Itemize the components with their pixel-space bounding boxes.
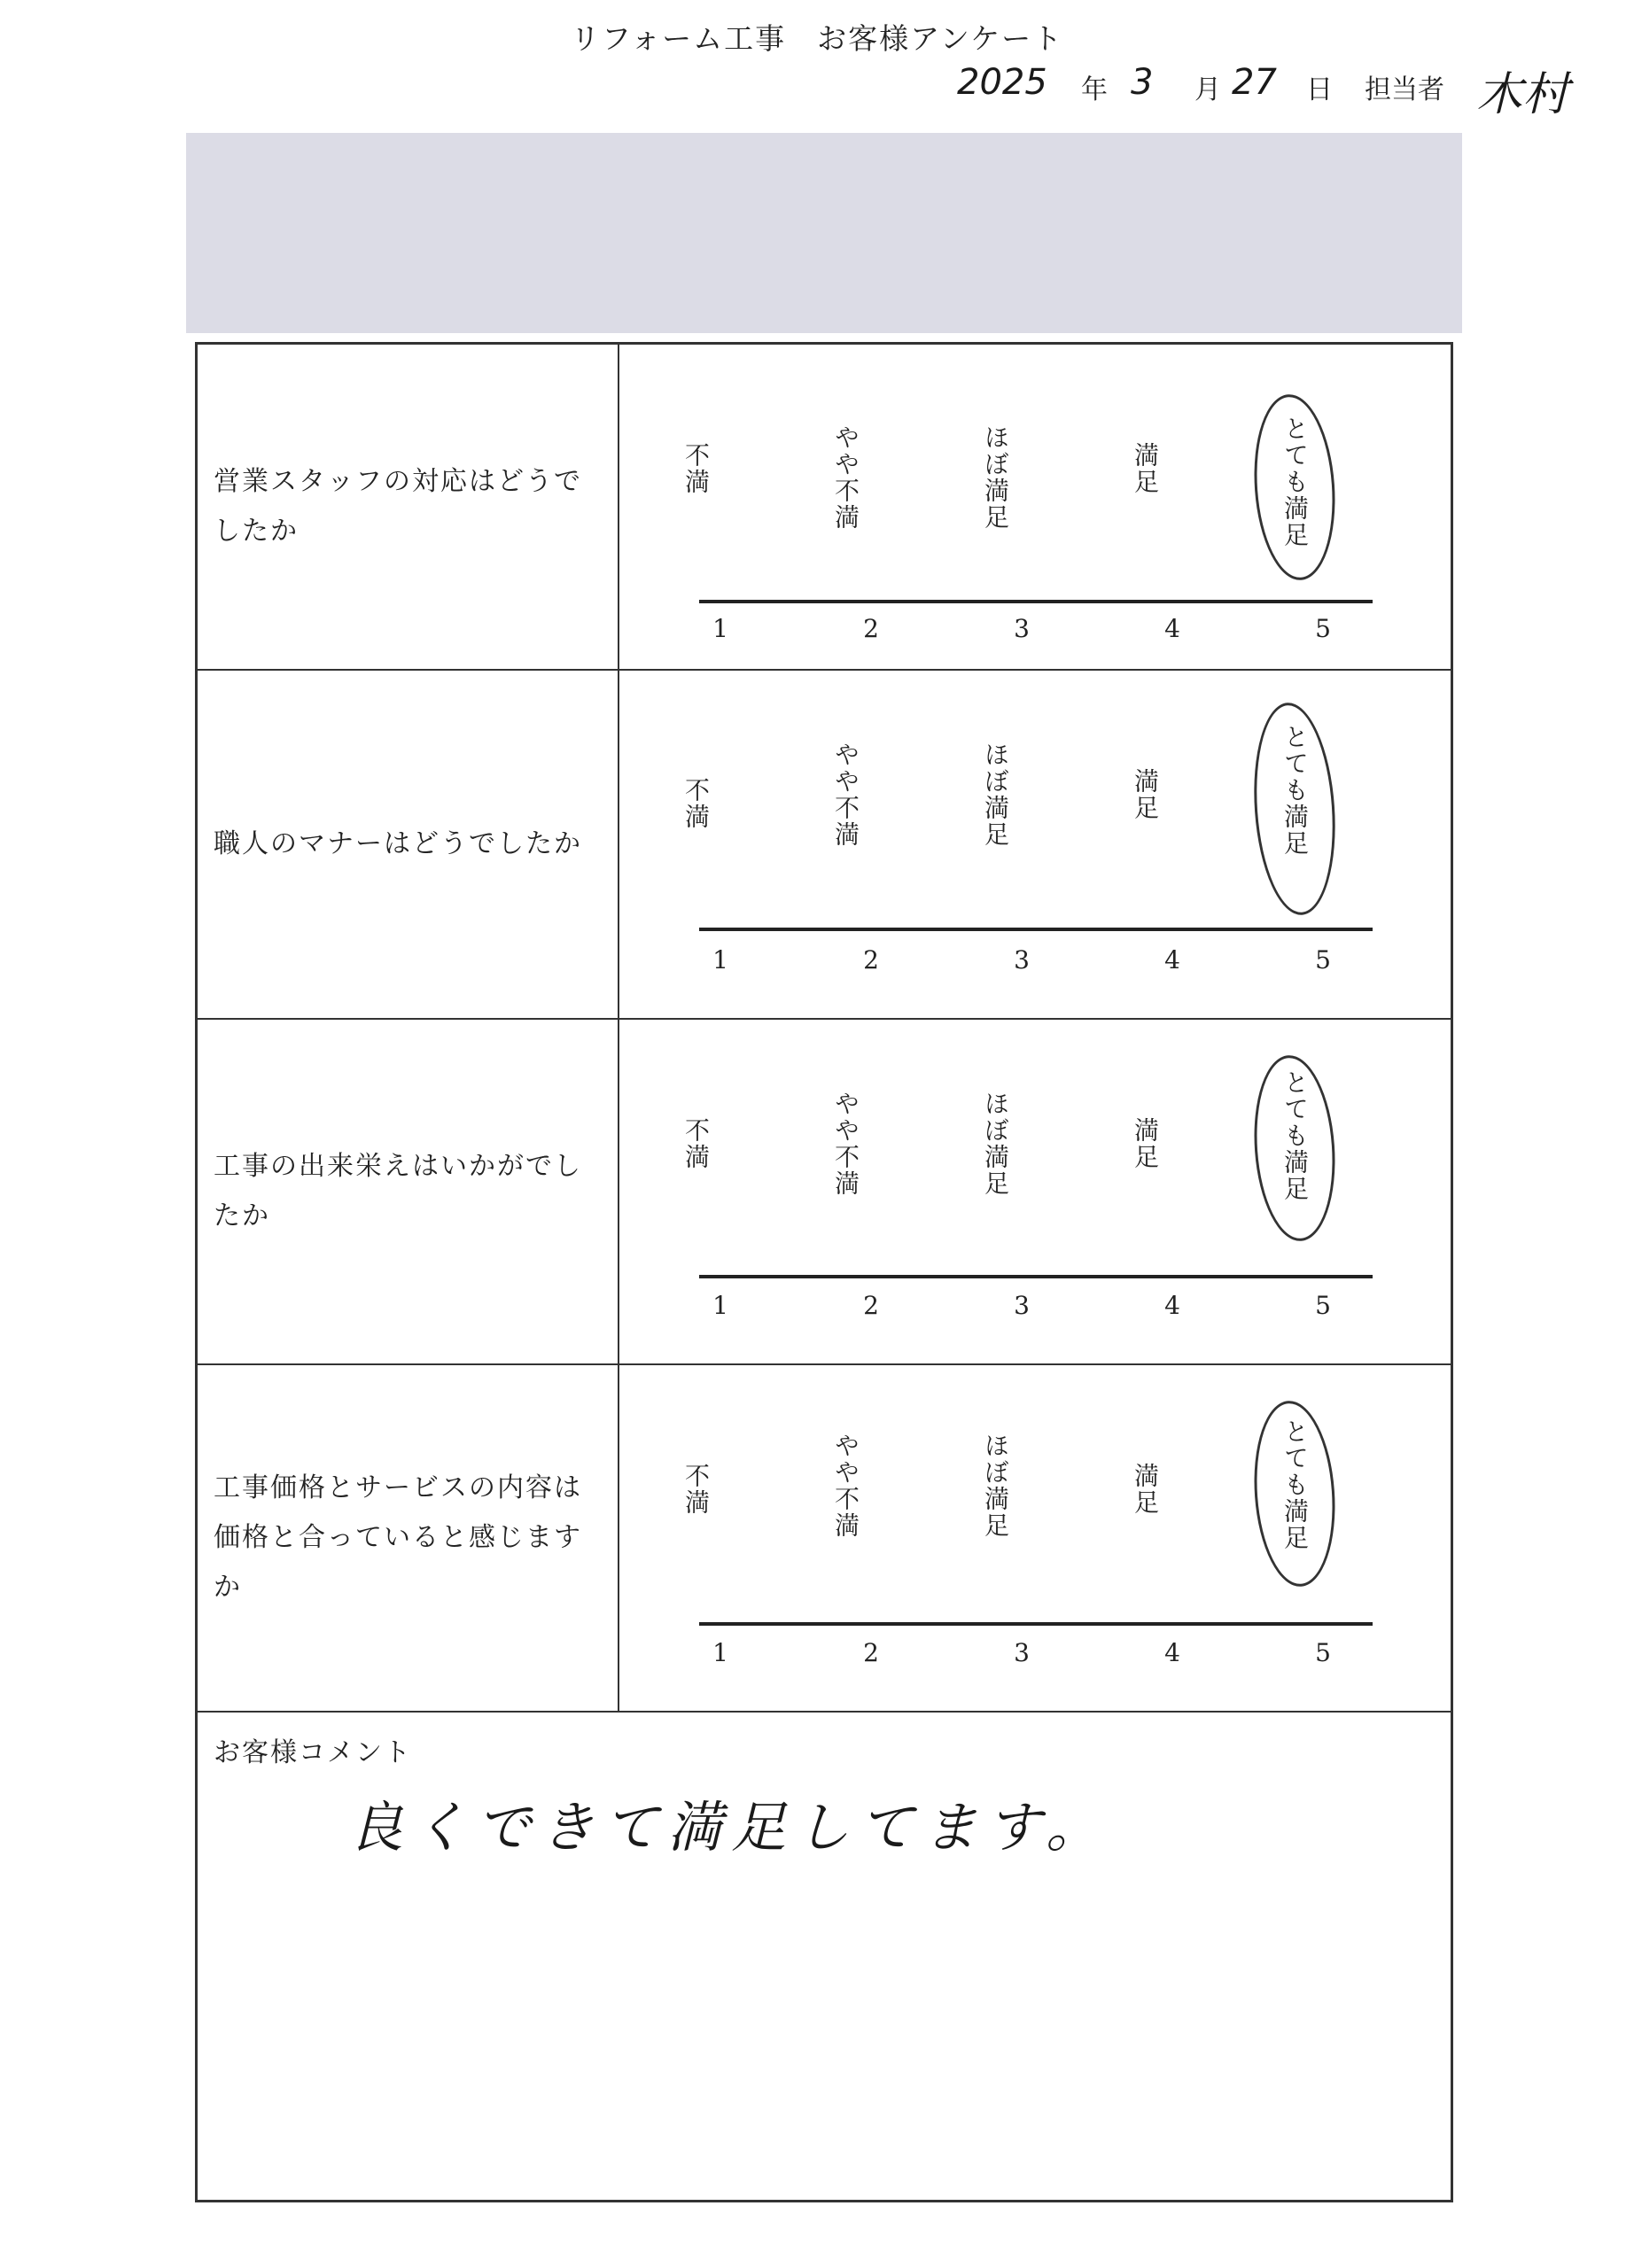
question-row <box>198 345 1451 671</box>
rating-scale <box>619 1365 1451 1711</box>
scale-label-5: とても満足 <box>1280 1069 1310 1202</box>
comment-section <box>198 1713 1451 2200</box>
scale-number-3: 3 <box>1014 1291 1030 1320</box>
scale-line <box>699 600 1373 603</box>
rating-scale <box>619 1020 1451 1363</box>
scale-number-2: 2 <box>863 945 879 975</box>
question-cell <box>198 671 619 1018</box>
scale-number-5: 5 <box>1315 1291 1331 1320</box>
scale-number-1: 1 <box>712 945 728 975</box>
question-row <box>198 671 1451 1020</box>
scale-number-5: 5 <box>1315 614 1331 643</box>
scale-label-5: とても満足 <box>1280 416 1310 548</box>
scale-number-4: 4 <box>1164 945 1180 975</box>
scale-label-3: ほぼ満足 <box>981 1433 1010 1539</box>
question-cell <box>198 345 619 669</box>
scale-label-2: やや不満 <box>831 1433 860 1539</box>
year-label: 年 <box>1081 74 1108 105</box>
question-cell <box>198 1365 619 1711</box>
scale-line <box>699 1622 1373 1626</box>
scale-label-4: 満足 <box>1131 768 1160 821</box>
comment-label: お客様コメント <box>214 1737 412 1768</box>
selected-rating-circle <box>1249 1052 1341 1244</box>
scale-number-4: 4 <box>1164 614 1180 643</box>
scale-label-1: 不満 <box>681 1117 711 1170</box>
scale-number-2: 2 <box>863 1291 879 1320</box>
scale-line <box>699 928 1373 931</box>
comment-text: 良くできて満足してます。 <box>348 1795 1110 1860</box>
scale-number-2: 2 <box>863 614 879 643</box>
survey-table <box>195 342 1453 2202</box>
scale-label-3: ほぼ満足 <box>981 1091 1010 1197</box>
scale-label-1: 不満 <box>681 1463 711 1516</box>
scale-label-5: とても満足 <box>1280 1418 1310 1551</box>
rating-scale <box>619 671 1451 1018</box>
scale-label-1: 不満 <box>681 442 711 495</box>
staff-signature: 木村 <box>1476 68 1569 121</box>
question-text: 工事の出来栄えはいかがでしたか <box>214 1151 582 1231</box>
question-row <box>198 1020 1451 1365</box>
scale-number-2: 2 <box>863 1638 879 1667</box>
survey-title: リフォーム工事 お客様アンケート <box>570 21 1064 56</box>
scale-label-3: ほぼ満足 <box>981 424 1010 531</box>
redacted-area <box>186 133 1462 333</box>
scale-label-4: 満足 <box>1131 442 1160 495</box>
question-text: 工事価格とサービスの内容は価格と合っていると感じますか <box>214 1472 582 1603</box>
selected-rating-circle <box>1249 1398 1341 1589</box>
day-value: 27 <box>1232 62 1277 103</box>
scale-label-2: やや不満 <box>831 742 860 848</box>
year-value: 2025 <box>957 62 1047 103</box>
staff-label: 担当者 <box>1365 74 1444 105</box>
scale-number-4: 4 <box>1164 1291 1180 1320</box>
scale-label-4: 満足 <box>1131 1463 1160 1516</box>
question-text: 営業スタッフの対応はどうでしたか <box>214 466 582 547</box>
month-value: 3 <box>1131 62 1154 103</box>
month-label: 月 <box>1194 74 1221 105</box>
scale-number-3: 3 <box>1014 614 1030 643</box>
date-line <box>957 62 1630 133</box>
question-row <box>198 1365 1451 1713</box>
scale-label-4: 満足 <box>1131 1117 1160 1170</box>
scale-number-1: 1 <box>712 1291 728 1320</box>
scale-label-2: やや不満 <box>831 1091 860 1197</box>
scale-label-5: とても満足 <box>1280 724 1310 857</box>
scale-number-4: 4 <box>1164 1638 1180 1667</box>
scale-number-5: 5 <box>1315 945 1331 975</box>
scale-line <box>699 1275 1373 1278</box>
selected-rating-circle <box>1248 700 1342 918</box>
scale-label-3: ほぼ満足 <box>981 742 1010 848</box>
rating-scale <box>619 345 1451 669</box>
scale-number-5: 5 <box>1315 1638 1331 1667</box>
question-cell <box>198 1020 619 1363</box>
selected-rating-circle <box>1249 392 1341 583</box>
day-label: 日 <box>1306 74 1333 105</box>
scale-label-1: 不満 <box>681 777 711 830</box>
scale-number-3: 3 <box>1014 1638 1030 1667</box>
scale-number-1: 1 <box>712 1638 728 1667</box>
scale-number-3: 3 <box>1014 945 1030 975</box>
scale-label-2: やや不満 <box>831 424 860 531</box>
scale-number-1: 1 <box>712 614 728 643</box>
question-text: 職人のマナーはどうでしたか <box>214 828 582 859</box>
